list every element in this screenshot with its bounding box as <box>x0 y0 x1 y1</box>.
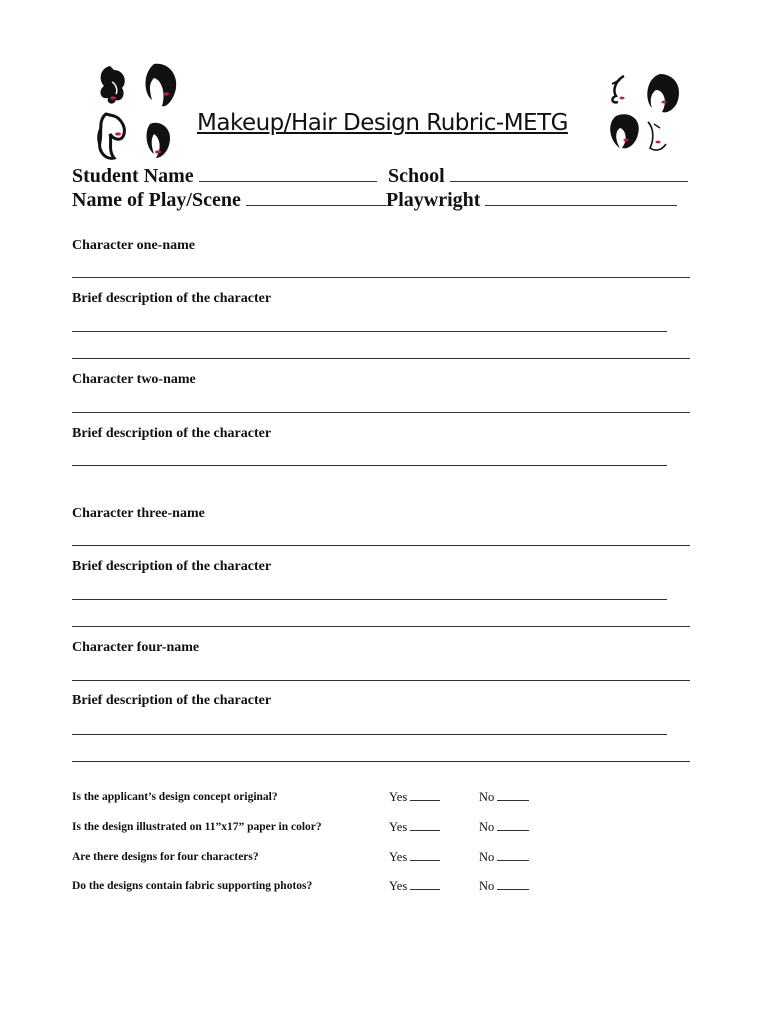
play-label: Name of Play/Scene <box>72 189 241 211</box>
no-label: No <box>479 790 495 804</box>
school-row <box>388 165 688 188</box>
question-3-yes <box>389 850 440 865</box>
no-blank[interactable] <box>497 830 529 831</box>
character-three-desc-line-1[interactable] <box>72 599 667 600</box>
character-four-desc-label: Brief description of the character <box>72 693 272 708</box>
yes-label: Yes <box>389 879 408 893</box>
character-four-desc-line-1[interactable] <box>72 734 667 735</box>
hair-illustration-right <box>602 72 682 164</box>
character-three-desc-label: Brief description of the character <box>72 559 272 574</box>
yes-blank[interactable] <box>410 889 440 890</box>
character-one-name-label: Character one-name <box>72 238 195 253</box>
playwright-label: Playwright <box>386 189 481 211</box>
question-2-no <box>479 820 529 835</box>
school-label: School <box>388 165 445 187</box>
character-two-name-label: Character two-name <box>72 372 196 387</box>
question-4-no <box>479 879 529 894</box>
character-one-desc-line-2[interactable] <box>72 358 690 359</box>
question-4-yes <box>389 879 440 894</box>
character-one-desc-line-1[interactable] <box>72 331 667 332</box>
hair-illustration-left <box>92 60 184 164</box>
yes-blank[interactable] <box>410 800 440 801</box>
character-two-desc-label: Brief description of the character <box>72 426 272 441</box>
no-label: No <box>479 820 495 834</box>
question-2: Is the design illustrated on 11”x17” paper in color? <box>72 821 322 833</box>
no-blank[interactable] <box>497 889 529 890</box>
yes-label: Yes <box>389 820 408 834</box>
student-name-row <box>72 165 377 188</box>
no-label: No <box>479 850 495 864</box>
question-1-no <box>479 790 529 805</box>
yes-blank[interactable] <box>410 830 440 831</box>
question-3-no <box>479 850 529 865</box>
character-three-name-label: Character three-name <box>72 506 205 521</box>
school-blank[interactable] <box>450 181 688 182</box>
play-blank[interactable] <box>246 205 386 206</box>
question-2-yes <box>389 820 440 835</box>
yes-label: Yes <box>389 790 408 804</box>
question-3: Are there designs for four characters? <box>72 851 259 863</box>
document-title: Makeup/Hair Design Rubric-METG <box>197 110 568 136</box>
character-one-desc-label: Brief description of the character <box>72 291 272 306</box>
character-four-desc-line-2[interactable] <box>72 761 690 762</box>
character-two-desc-line-1[interactable] <box>72 465 667 466</box>
character-four-name-line[interactable] <box>72 680 690 681</box>
playwright-blank[interactable] <box>485 205 677 206</box>
playwright-row <box>386 189 677 212</box>
character-three-name-line[interactable] <box>72 545 690 546</box>
yes-blank[interactable] <box>410 860 440 861</box>
question-1: Is the applicant’s design concept original? <box>72 791 278 803</box>
question-4: Do the designs contain fabric supporting photos? <box>72 880 313 892</box>
no-blank[interactable] <box>497 860 529 861</box>
no-label: No <box>479 879 495 893</box>
student-name-label: Student Name <box>72 165 194 187</box>
character-four-name-label: Character four-name <box>72 640 200 655</box>
character-three-desc-line-2[interactable] <box>72 626 690 627</box>
yes-label: Yes <box>389 850 408 864</box>
question-1-yes <box>389 790 440 805</box>
student-name-blank[interactable] <box>199 181 377 182</box>
no-blank[interactable] <box>497 800 529 801</box>
play-row <box>72 189 386 212</box>
character-two-name-line[interactable] <box>72 412 690 413</box>
character-one-name-line[interactable] <box>72 277 690 278</box>
